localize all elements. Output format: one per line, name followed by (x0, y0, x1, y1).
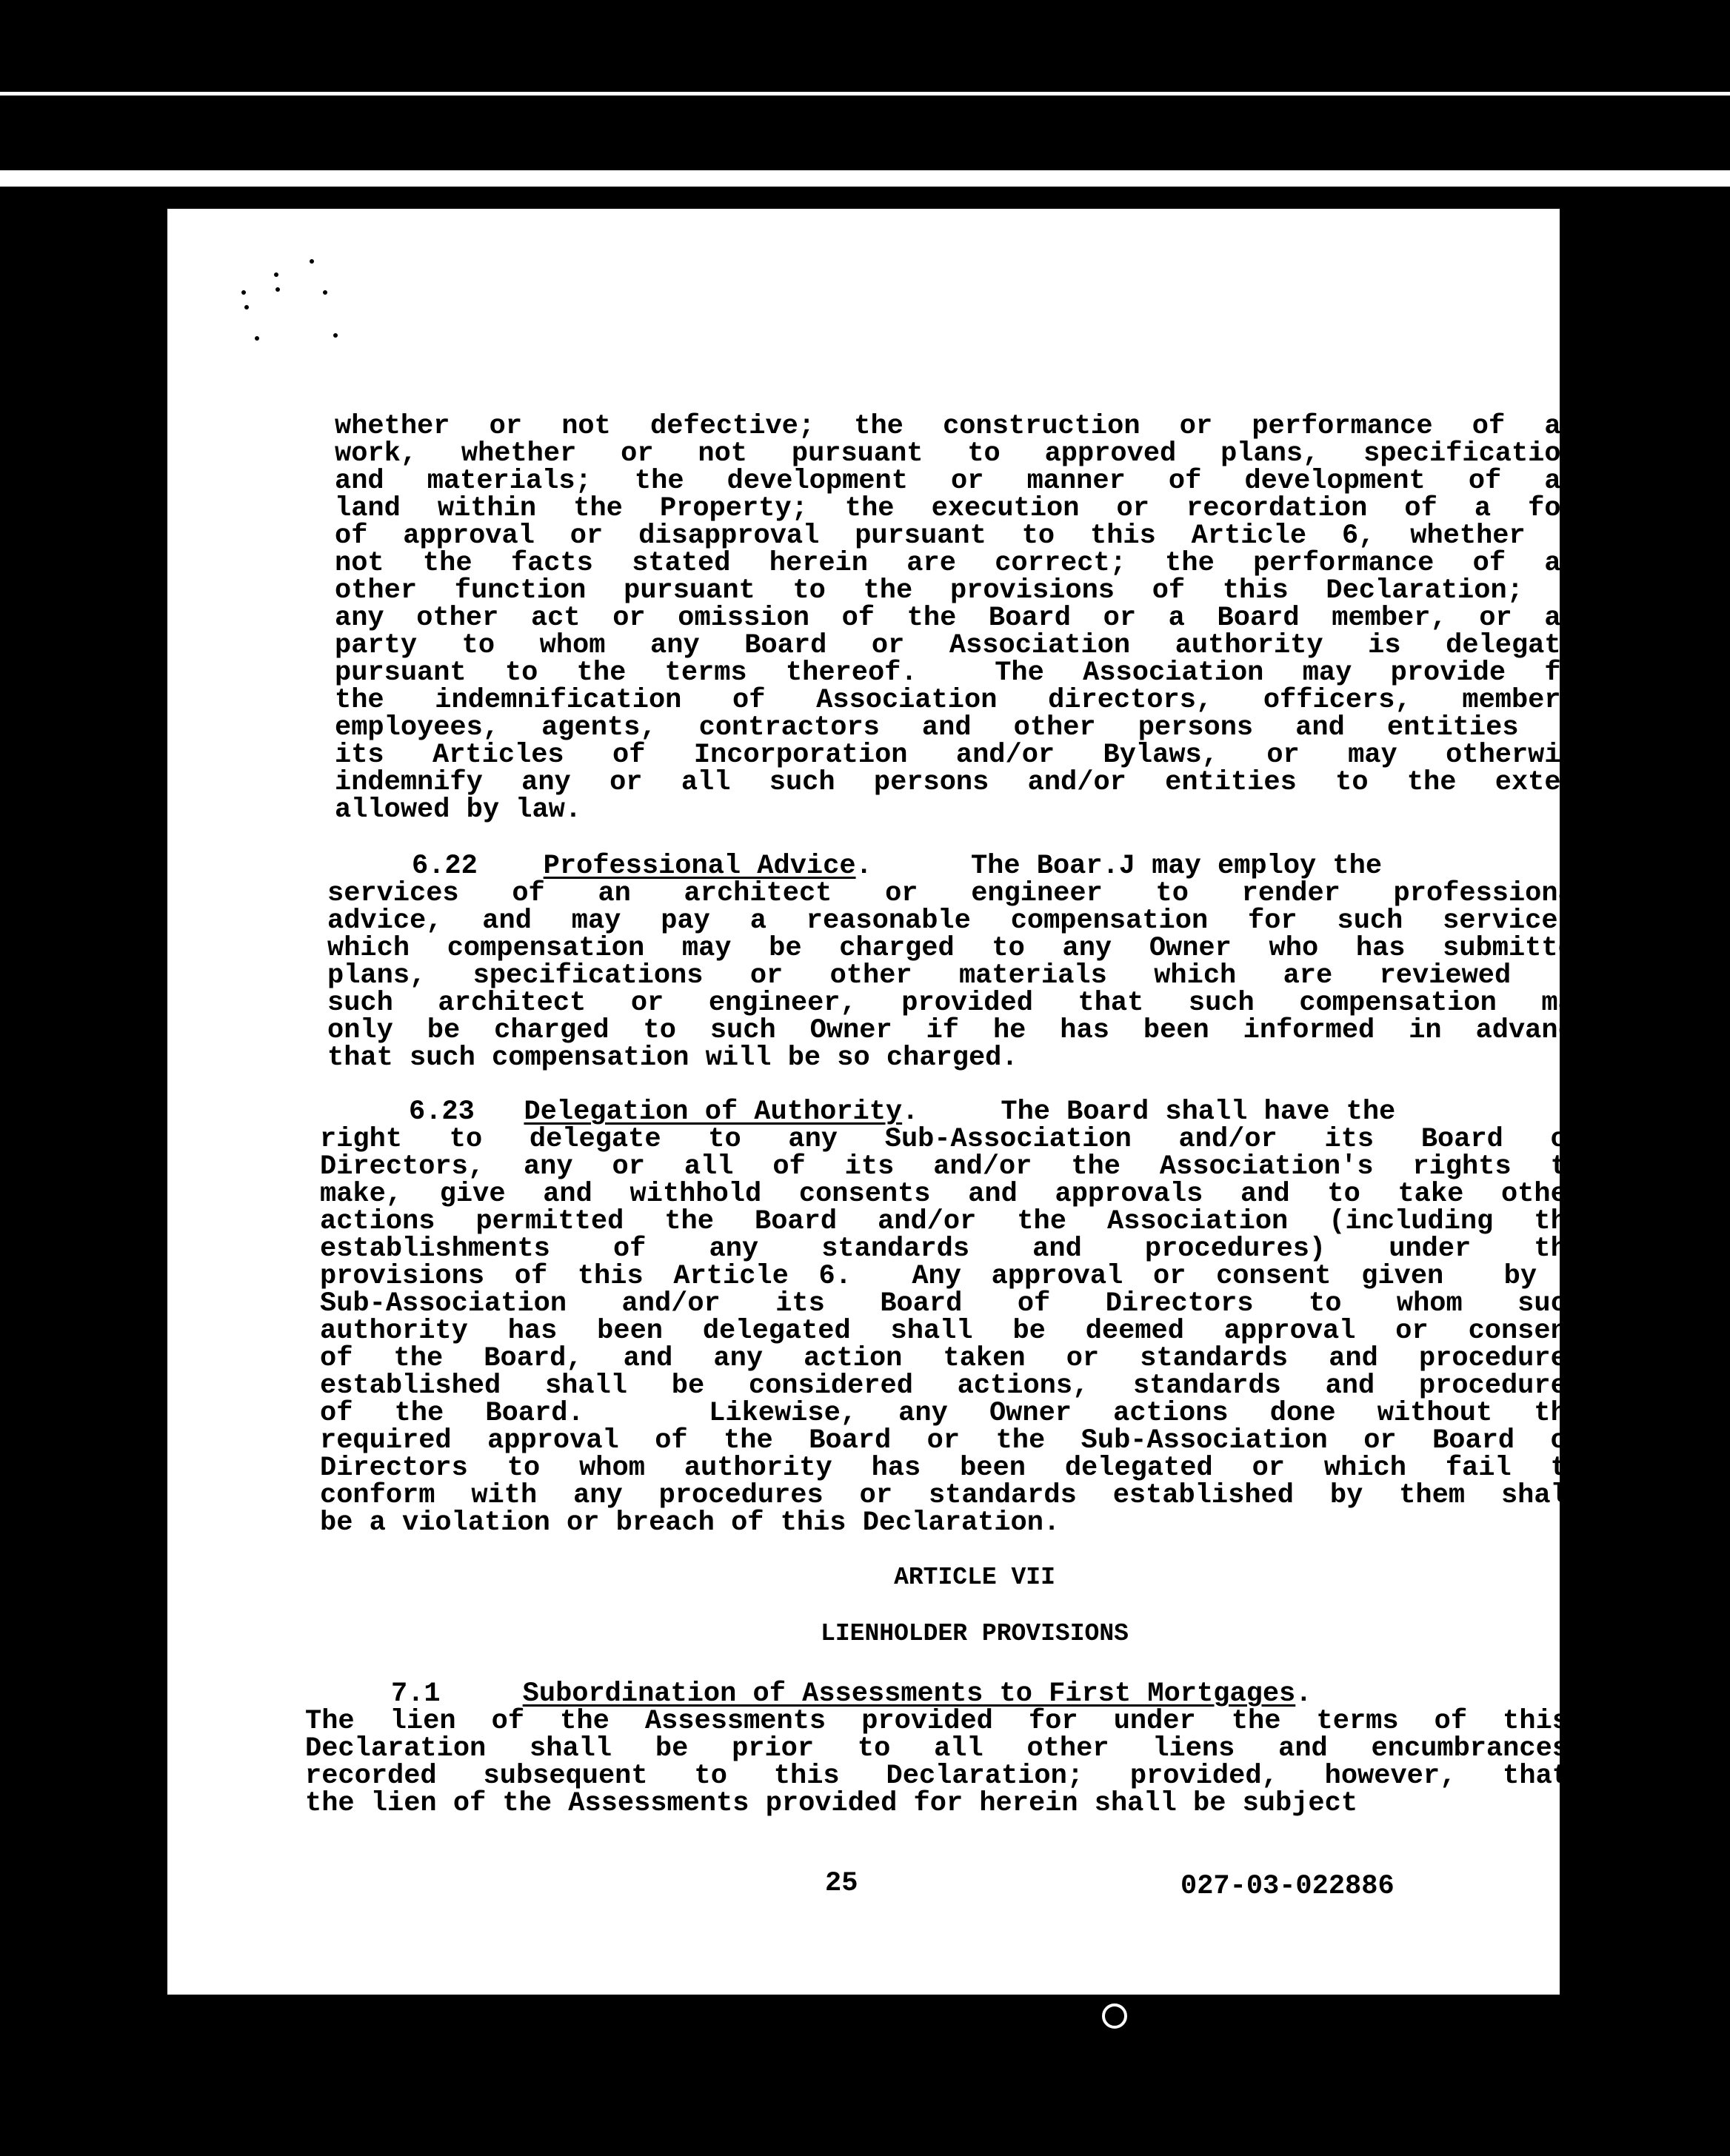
text-line: pursuant to the terms thereof. The Association may provide for (335, 657, 1594, 689)
scan-speck (241, 290, 246, 295)
text-line: of the Board. Likewise, any Owner actions done without the (320, 1398, 1583, 1429)
section-heading: Subordination of Assessments to First Mortgages (522, 1678, 1296, 1710)
text-line: The lien of the Assessments provided for under the terms of this (305, 1706, 1569, 1737)
section-7-1-body (305, 1708, 1569, 1818)
document-code: 027-03-022886 (1180, 1871, 1395, 1902)
scan-speck (323, 290, 327, 295)
section-heading: Delegation of Authority (524, 1097, 903, 1128)
section-heading-rest: . The Boar.J may employ the (855, 851, 1383, 882)
text-line: Directors to whom authority has been delegated or which fail to (320, 1453, 1583, 1484)
text-line: any other act or omission of the Board or a Board member, or any (335, 603, 1594, 634)
text-line: its Articles of Incorporation and/or Bylaws, or may otherwise (335, 740, 1594, 771)
text-line: and materials; the development or manner of development of any (335, 466, 1594, 497)
text-line: advice, and may pay a reasonable compensation for such services, (327, 905, 1591, 937)
section-6-22-header (412, 853, 1382, 880)
text-line: recorded subsequent to this Declaration; provided, however, that (305, 1761, 1569, 1792)
scan-speck (244, 305, 249, 309)
text-line: party to whom any Board or Association authority is delegated (335, 630, 1594, 661)
text-line: make, give and withhold consents and approvals and to take other (320, 1179, 1583, 1210)
text-line: the lien of the Assessments provided for herein shall be subject (305, 1788, 1358, 1819)
text-line: actions permitted the Board and/or the Association (including the (320, 1206, 1583, 1237)
text-line: only be charged to such Owner if he has been informed in advance (327, 1015, 1591, 1046)
section-number: 6.23 (409, 1097, 475, 1128)
section-heading: Professional Advice (543, 851, 856, 882)
section-number: 6.22 (412, 851, 478, 882)
text-line: work, whether or not pursuant to approved plans, specifications (335, 438, 1594, 469)
scan-artifact-ring (1102, 2003, 1127, 2029)
text-line: be a violation or breach of this Declaration. (320, 1507, 1061, 1539)
text-line: plans, specifications or other materials which are reviewed by (327, 960, 1591, 991)
page-edge-line (1708, 1904, 1710, 2156)
section-heading-rest: . (1295, 1678, 1312, 1710)
text-line: allowed by law. (335, 794, 582, 826)
paragraph-indemnification (335, 413, 1594, 824)
text-line: provisions of this Article 6. Any approval or consent given by a (320, 1261, 1583, 1292)
text-line: services of an architect or engineer to render professional (327, 878, 1591, 909)
text-line: indemnify any or all such persons and/or entities to the extent (335, 767, 1594, 798)
scan-speck (310, 259, 314, 264)
article-subtitle: LIENHOLDER PROVISIONS (821, 1620, 1129, 1647)
page-number: 25 (825, 1868, 858, 1899)
section-6-23-header (409, 1099, 1395, 1126)
text-line: whether or not defective; the construction or performance of any (335, 411, 1594, 442)
scan-speck (333, 333, 338, 338)
text-line: other function pursuant to the provisions of this Declaration; or (335, 575, 1594, 606)
text-line: of approval or disapproval pursuant to this Article 6, whether or (335, 520, 1594, 552)
text-line: which compensation may be charged to any Owner who has submitted (327, 933, 1591, 964)
text-line: of the Board, and any action taken or standards and procedures (320, 1343, 1583, 1374)
text-line: land within the Property; the execution or recordation of a form (335, 493, 1594, 524)
text-line: Declaration shall be prior to all other liens and encumbrances (305, 1733, 1569, 1764)
text-line: established shall be considered actions, standards and procedures (320, 1370, 1583, 1402)
document-page (167, 209, 1604, 1995)
text-line: not the facts stated herein are correct; the performance of any (335, 548, 1594, 579)
section-6-22-body (327, 880, 1591, 1072)
text-line: the indemnification of Association directors, officers, members, (335, 685, 1594, 716)
text-line: Directors, any or all of its and/or the Association's rights to (320, 1151, 1583, 1182)
text-line: employees, agents, contractors and other persons and entities in (335, 712, 1594, 743)
section-7-1-header (391, 1678, 1312, 1710)
scan-speck (275, 287, 280, 292)
section-heading-rest: . The Board shall have the (902, 1097, 1396, 1128)
scanner-edge-band (0, 170, 1730, 187)
text-line: Sub-Association and/or its Board of Directors to whom such (320, 1288, 1583, 1319)
scanner-edge-line (0, 92, 1730, 96)
text-line: authority has been delegated shall be deemed approval or consent (320, 1316, 1583, 1347)
section-6-23-body (320, 1126, 1583, 1537)
section-number: 7.1 (391, 1678, 441, 1710)
scan-speck (255, 336, 259, 341)
text-line: that such compensation will be so charged. (327, 1042, 1018, 1074)
text-line: such architect or engineer, provided that such compensation may (327, 988, 1591, 1019)
text-line: establishments of any standards and procedures) under the (320, 1233, 1583, 1265)
text-line: conform with any procedures or standards established by them shall (320, 1480, 1583, 1511)
text-line: right to delegate to any Sub-Association and/or its Board of (320, 1124, 1583, 1155)
scan-speck (274, 272, 278, 277)
article-title: ARTICLE VII (894, 1564, 1055, 1591)
recording-stamp: 7862 1349 (1559, 1682, 1604, 1923)
text-line: required approval of the Board or the Sub-Association or Board of (320, 1425, 1583, 1456)
